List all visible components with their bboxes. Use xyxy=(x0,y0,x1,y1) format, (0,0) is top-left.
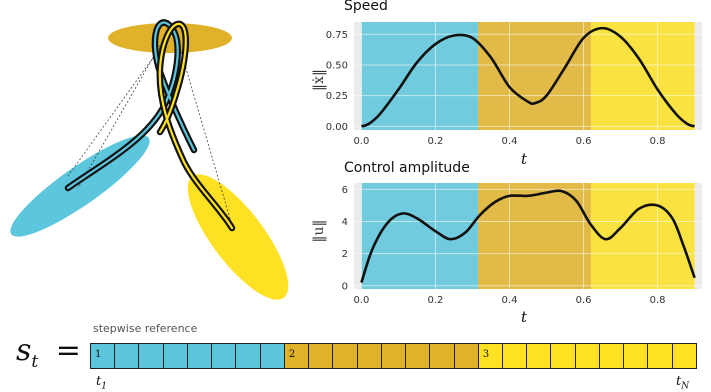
control-x-tick-label: 0.8 xyxy=(649,295,666,306)
speed-y-tick-label: 0.25 xyxy=(325,91,348,103)
speed-y-tick-label: 0.50 xyxy=(325,60,348,72)
reference-cell xyxy=(478,343,503,369)
reference-cell xyxy=(381,343,406,369)
speed-phase-region-3 xyxy=(591,22,695,130)
control-x-tick-label: 0.2 xyxy=(427,295,444,306)
reference-cell xyxy=(114,343,139,369)
reference-cell xyxy=(308,343,333,369)
speed-y-tick-label: 0.75 xyxy=(325,29,348,41)
reference-cell xyxy=(405,343,430,369)
speed-y-tick-label: 0.00 xyxy=(325,121,348,133)
control-chart-title: Control amplitude xyxy=(344,160,470,176)
speed-chart-title: Speed xyxy=(344,0,388,14)
equals-sign: = xyxy=(55,333,81,368)
control-y-tick-label: 0 xyxy=(341,281,348,293)
control-y-axis-label: ‖u‖ xyxy=(311,219,327,243)
end-time-sub: N xyxy=(681,381,690,392)
reference-cell xyxy=(550,343,575,369)
speed-x-tick-label: 0.4 xyxy=(501,136,518,147)
control-y-tick-label: 6 xyxy=(341,184,348,196)
start-time-sub: 1 xyxy=(101,381,107,392)
right-region xyxy=(171,161,304,314)
reference-cell xyxy=(187,343,212,369)
reference-cell xyxy=(526,343,551,369)
phase-number: 2 xyxy=(288,349,296,360)
control-x-tick-label: 0.6 xyxy=(575,295,592,306)
phase-number: 1 xyxy=(95,349,102,360)
start-time-symbol: t xyxy=(96,374,102,389)
reference-cell xyxy=(599,343,624,369)
reference-cell xyxy=(575,343,600,369)
reference-cell xyxy=(502,343,527,369)
control-chart xyxy=(300,176,666,330)
reference-symbol xyxy=(16,333,81,372)
reference-cell xyxy=(260,343,285,369)
reference-cell xyxy=(429,343,454,369)
reference-cell xyxy=(211,343,236,369)
speed-y-axis-label: ‖ẋ‖ xyxy=(311,69,327,91)
control-x-tick-label: 0.4 xyxy=(501,295,518,306)
control-x-tick-label: 0.0 xyxy=(353,295,370,306)
reference-cell xyxy=(357,343,382,369)
reference-cell xyxy=(454,343,479,369)
reference-cell xyxy=(284,343,309,369)
reference-cell xyxy=(647,343,672,369)
reference-cell xyxy=(90,343,115,369)
reference-cell xyxy=(163,343,188,369)
reference-cell xyxy=(235,343,260,369)
reference-cell xyxy=(138,343,163,369)
reference-symbol-sub: t xyxy=(31,352,39,372)
end-time-label xyxy=(676,374,689,392)
control-x-axis-label: t xyxy=(520,308,528,326)
trajectory-illustration xyxy=(0,0,300,320)
phase-number: 3 xyxy=(482,349,490,360)
reference-cell xyxy=(623,343,648,369)
reference-caption: stepwise reference xyxy=(93,322,198,335)
reference-cell xyxy=(332,343,357,369)
control-y-tick-label: 2 xyxy=(341,249,348,261)
speed-x-axis-label: t xyxy=(520,150,528,168)
start-time-label xyxy=(96,374,107,392)
reference-sequence xyxy=(91,343,697,371)
end-time-symbol: t xyxy=(676,374,682,389)
speed-chart xyxy=(300,14,666,176)
reference-cell xyxy=(672,343,697,369)
reference-symbol-s: s xyxy=(16,333,32,368)
speed-x-tick-label: 0.6 xyxy=(575,136,592,147)
speed-x-tick-label: 0.8 xyxy=(649,136,666,147)
control-y-tick-label: 4 xyxy=(341,217,348,229)
speed-x-tick-label: 0.2 xyxy=(427,136,444,147)
speed-phase-region-2 xyxy=(478,22,591,130)
speed-x-tick-label: 0.0 xyxy=(353,136,370,147)
